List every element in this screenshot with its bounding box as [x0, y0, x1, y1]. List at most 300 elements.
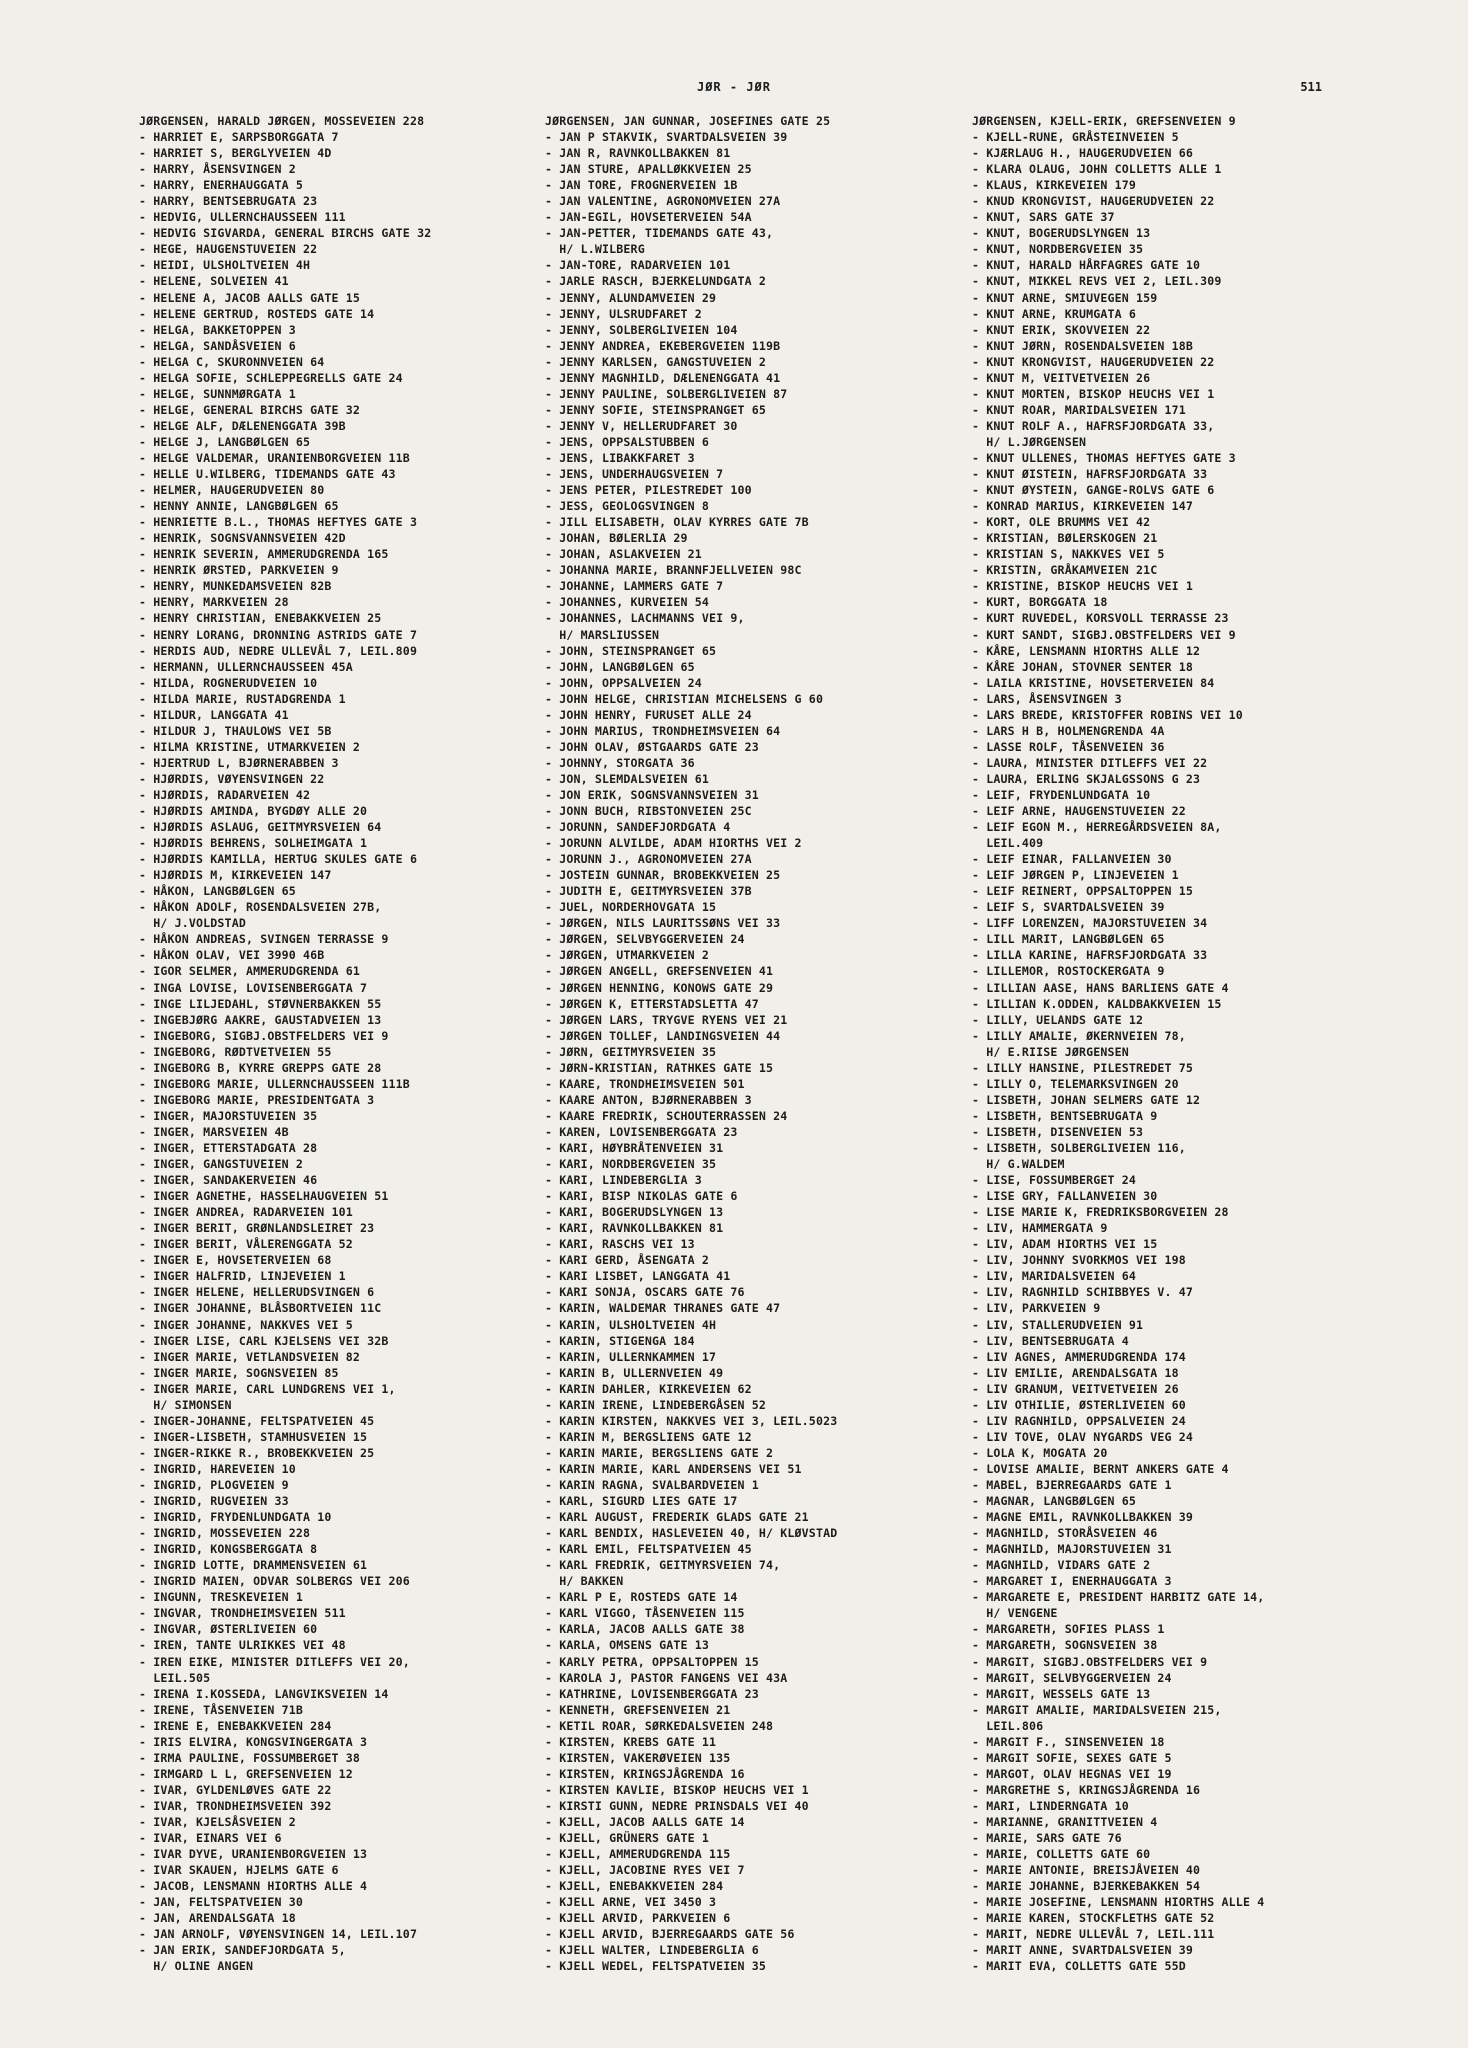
directory-entry: - INGVAR, TRONDHEIMSVEIEN 511 — [139, 1606, 346, 1621]
directory-entry: - LILLEMOR, ROSTOCKERGATA 9 — [972, 964, 1165, 979]
directory-entry: - JENNY PAULINE, SOLBERGLIVEIEN 87 — [545, 386, 788, 401]
directory-entry: - LILLY AMALIE, ØKERNVEIEN 78, — [972, 1028, 1186, 1043]
directory-entry: - HELENE GERTRUD, ROSTEDS GATE 14 — [139, 306, 375, 321]
directory-entry: - INGER, GANGSTUVEIEN 2 — [139, 1157, 303, 1172]
directory-entry: - LIV, PARKVEIEN 9 — [972, 1301, 1101, 1316]
directory-entry: - INGE LILJEDAHL, STØVNERBAKKEN 55 — [139, 996, 382, 1011]
directory-entry: - JØRGEN TOLLEF, LANDINGSVEIEN 44 — [545, 1028, 781, 1043]
directory-entry: - KRISTIAN S, NAKKVES VEI 5 — [972, 547, 1165, 562]
directory-entry: - JOHNNY, STORGATA 36 — [545, 755, 695, 770]
directory-entry: - KARIN MARIE, BERGSLIENS GATE 2 — [545, 1445, 774, 1460]
directory-entry: - JUEL, NORDERHOVGATA 15 — [545, 900, 717, 915]
directory-entry: - JORUNN J., AGRONOMVEIEN 27A — [545, 852, 752, 867]
directory-entry: - LISBETH, BENTSEBRUGATA 9 — [972, 1108, 1158, 1123]
directory-entry: - MARIT, NEDRE ULLEVÅL 7, LEIL.111 — [972, 1927, 1215, 1942]
directory-entry: - INGER MARIE, VETLANDSVEIEN 82 — [139, 1349, 361, 1364]
directory-entry: - HÅKON OLAV, VEI 3990 46B — [139, 948, 325, 963]
directory-entry: - KARLA, OMSENS GATE 13 — [545, 1638, 709, 1653]
directory-entry: - LIV OTHILIE, ØSTERLIVEIEN 60 — [972, 1397, 1186, 1412]
directory-entry: - JAN-PETTER, TIDEMANDS GATE 43, — [545, 226, 774, 241]
directory-entry: - JON, SLEMDALSVEIEN 61 — [545, 771, 709, 786]
directory-entry: - JAN ERIK, SANDEFJORDGATA 5, — [139, 1943, 346, 1958]
directory-entry: - KÅRE JOHAN, STOVNER SENTER 18 — [972, 659, 1194, 674]
directory-entry: - JAN R, RAVNKOLLBAKKEN 81 — [545, 146, 731, 161]
directory-entry: - KJELL, AMMERUDGRENDA 115 — [545, 1847, 731, 1862]
directory-entry: - KURT, BORGGATA 18 — [972, 595, 1108, 610]
directory-entry: - HERMANN, ULLERNCHAUSSEEN 45A — [139, 659, 353, 674]
directory-entry: - HJERTRUD L, BJØRNERABBEN 3 — [139, 755, 339, 770]
directory-entry: - INGER AGNETHE, HASSELHAUGVEIEN 51 — [139, 1189, 389, 1204]
directory-entry: - KNUT, HARALD HÅRFAGRES GATE 10 — [972, 258, 1201, 273]
directory-entry: - INGER, ETTERSTADGATA 28 — [139, 1141, 318, 1155]
directory-entry: H/ VENGENE — [972, 1606, 1058, 1621]
directory-entry: - MARIE JOHANNE, BJERKEBAKKEN 54 — [972, 1879, 1201, 1894]
directory-entry: - KARIN KIRSTEN, NAKKVES VEI 3, LEIL.5023 — [545, 1413, 838, 1428]
directory-entry: - IVAR, TRONDHEIMSVEIEN 392 — [139, 1798, 332, 1813]
directory-entry: - HJØRDIS AMINDA, BYGDØY ALLE 20 — [139, 804, 368, 819]
directory-entry: - JENNY, ALUNDAMVEIEN 29 — [545, 290, 717, 305]
directory-entry: - JENS, UNDERHAUGSVEIEN 7 — [545, 467, 724, 482]
directory-entry: - MARGIT, WESSELS GATE 13 — [972, 1686, 1151, 1701]
directory-entry: - IRENE E, ENEBAKKVEIEN 284 — [139, 1718, 332, 1733]
directory-entry: - LIV, ADAM HIORTHS VEI 15 — [972, 1237, 1158, 1252]
directory-entry: - JENNY SOFIE, STEINSPRANGET 65 — [545, 402, 767, 417]
directory-entry: - INGRID, KONGSBERGGATA 8 — [139, 1542, 318, 1557]
directory-entry: - HJØRDIS, VØYENSVINGEN 22 — [139, 771, 325, 786]
directory-entry: - KIRSTEN, VAKERØVEIEN 135 — [545, 1750, 731, 1765]
directory-entry: - HENRY CHRISTIAN, ENEBAKKVEIEN 25 — [139, 611, 382, 626]
directory-entry: - KNUT ØYSTEIN, GANGE-ROLVS GATE 6 — [972, 483, 1215, 498]
directory-entry: - LIV EMILIE, ARENDALSGATA 18 — [972, 1365, 1179, 1380]
directory-entry: - MAGNE EMIL, RAVNKOLLBAKKEN 39 — [972, 1510, 1194, 1525]
directory-entry: - HENRIK, SOGNSVANNSVEIEN 42D — [139, 531, 346, 546]
directory-entry: - INGUNN, TRESKEVEIEN 1 — [139, 1590, 303, 1605]
directory-entry: - JORUNN ALVILDE, ADAM HIORTHS VEI 2 — [545, 836, 802, 851]
directory-entry: - KIRSTEN KAVLIE, BISKOP HEUCHS VEI 1 — [545, 1782, 809, 1797]
directory-entry: - JØRN, GEITMYRSVEIEN 35 — [545, 1044, 717, 1059]
directory-entry: - KIRSTEN, KREBS GATE 11 — [545, 1734, 717, 1749]
directory-entry: - INGEBORG MARIE, ULLERNCHAUSSEEN 111B — [139, 1076, 410, 1091]
directory-entry: - LARS, ÅSENSVINGEN 3 — [972, 691, 1122, 706]
directory-entry: - KLARA OLAUG, JOHN COLLETTS ALLE 1 — [972, 162, 1222, 177]
directory-entry: - KNUT ØISTEIN, HAFRSFJORDGATA 33 — [972, 467, 1208, 482]
directory-entry: - KARL AUGUST, FREDERIK GLADS GATE 21 — [545, 1510, 809, 1525]
directory-entry: - HELGA C, SKURONNVEIEN 64 — [139, 354, 325, 369]
directory-entry: - JENNY, SOLBERGLIVEIEN 104 — [545, 322, 738, 337]
directory-entry: - KJELL-RUNE, GRÅSTEINVEIEN 5 — [972, 130, 1179, 145]
directory-entry: - JOHANNES, KURVEIEN 54 — [545, 595, 709, 610]
directory-column-1 — [139, 113, 539, 1974]
directory-entry: - KNUT MORTEN, BISKOP HEUCHS VEI 1 — [972, 386, 1215, 401]
directory-entry: H/ L.JØRGENSEN — [972, 434, 1087, 449]
directory-entry: - KARL, SIGURD LIES GATE 17 — [545, 1494, 738, 1509]
directory-entry: - LOVISE AMALIE, BERNT ANKERS GATE 4 — [972, 1461, 1229, 1476]
directory-entry: - MARIE JOSEFINE, LENSMANN HIORTHS ALLE 4 — [972, 1895, 1265, 1910]
directory-entry: - HENRY LORANG, DRONNING ASTRIDS GATE 7 — [139, 627, 418, 642]
directory-entry: - KJELL ARNE, VEI 3450 3 — [545, 1895, 717, 1910]
directory-entry: - JOHAN, BØLERLIA 29 — [545, 531, 688, 546]
directory-entry: - JACOB, LENSMANN HIORTHS ALLE 4 — [139, 1879, 368, 1894]
directory-entry: - HENNY ANNIE, LANGBØLGEN 65 — [139, 499, 339, 514]
directory-entry: - JENNY, ULSRUDFARET 2 — [545, 306, 702, 321]
directory-entry: - INGER-JOHANNE, FELTSPATVEIEN 45 — [139, 1413, 375, 1428]
directory-entry: - KNUT ARNE, SMIUVEGEN 159 — [972, 290, 1158, 305]
directory-entry: - KJELL, ENEBAKKVEIEN 284 — [545, 1879, 724, 1894]
directory-entry: - MARGIT, SELVBYGGERVEIEN 24 — [972, 1670, 1172, 1685]
directory-entry: - LIV TOVE, OLAV NYGARDS VEG 24 — [972, 1429, 1194, 1444]
directory-entry: - LEIF ARNE, HAUGENSTUVEIEN 22 — [972, 804, 1186, 819]
directory-entry: - JOHAN, ASLAKVEIEN 21 — [545, 547, 702, 562]
directory-entry: - KNUT, SARS GATE 37 — [972, 210, 1115, 225]
directory-entry: - HELGE, SUNNMØRGATA 1 — [139, 386, 296, 401]
directory-entry: - KNUT ROAR, MARIDALSVEIEN 171 — [972, 402, 1186, 417]
directory-entry: H/ J.VOLDSTAD — [139, 916, 246, 931]
directory-entry: - INGER JOHANNE, NAKKVES VEI 5 — [139, 1317, 353, 1332]
directory-entry: - KAROLA J, PASTOR FANGENS VEI 43A — [545, 1670, 788, 1685]
directory-entry: - KNUT KRONGVIST, HAUGERUDVEIEN 22 — [972, 354, 1215, 369]
directory-entry: - JOHN, OPPSALVEIEN 24 — [545, 675, 702, 690]
directory-entry: - KJELL WALTER, LINDEBERGLIA 6 — [545, 1943, 759, 1958]
directory-entry: - LISBETH, JOHAN SELMERS GATE 12 — [972, 1092, 1201, 1107]
directory-entry: - MAGNHILD, STORÅSVEIEN 46 — [972, 1526, 1158, 1541]
directory-entry: - INGRID LOTTE, DRAMMENSVEIEN 61 — [139, 1558, 368, 1573]
directory-entry: - INGER MARIE, SOGNSVEIEN 85 — [139, 1365, 339, 1380]
directory-entry: - HÅKON ADOLF, ROSENDALSVEIEN 27B, — [139, 900, 382, 915]
directory-entry: - KARIN DAHLER, KIRKEVEIEN 62 — [545, 1381, 752, 1396]
directory-entry: - HEDVIG, ULLERNCHAUSSEEN 111 — [139, 210, 346, 225]
directory-entry: - INGER E, HOVSETERVEIEN 68 — [139, 1253, 332, 1268]
directory-entry: - JAN-EGIL, HOVSETERVEIEN 54A — [545, 210, 752, 225]
directory-entry: - LILLA KARINE, HAFRSFJORDGATA 33 — [972, 948, 1208, 963]
directory-entry: - KRISTIN, GRÅKAMVEIEN 21C — [972, 563, 1158, 578]
directory-entry: - LIV RAGNHILD, OPPSALVEIEN 24 — [972, 1413, 1186, 1428]
directory-entry: H/ G.WALDEM — [972, 1157, 1065, 1172]
directory-entry: - JAN, FELTSPATVEIEN 30 — [139, 1895, 303, 1910]
directory-entry: - JENNY KARLSEN, GANGSTUVEIEN 2 — [545, 354, 767, 369]
directory-entry: - MARGIT, SIGBJ.OBSTFELDERS VEI 9 — [972, 1654, 1208, 1669]
directory-entry: - JAN VALENTINE, AGRONOMVEIEN 27A — [545, 194, 781, 209]
directory-entry: - KARI SONJA, OSCARS GATE 76 — [545, 1285, 745, 1300]
directory-entry: - INGER BERIT, VÅLERENGGATA 52 — [139, 1237, 353, 1252]
directory-entry: - INGER MARIE, CARL LUNDGRENS VEI 1, — [139, 1381, 396, 1396]
directory-entry: - KAARE FREDRIK, SCHOUTERRASSEN 24 — [545, 1108, 788, 1123]
directory-entry: - INGER LISE, CARL KJELSENS VEI 32B — [139, 1333, 389, 1348]
directory-entry: - KNUT, MIKKEL REVS VEI 2, LEIL.309 — [972, 274, 1222, 289]
directory-entry: - JAN, ARENDALSGATA 18 — [139, 1911, 296, 1926]
directory-entry: JØRGENSEN, HARALD JØRGEN, MOSSEVEIEN 228 — [139, 114, 425, 128]
directory-entry: - LILLY, UELANDS GATE 12 — [972, 1012, 1144, 1027]
directory-entry: - HELLE U.WILBERG, TIDEMANDS GATE 43 — [139, 467, 396, 482]
directory-entry: - IRMGARD L L, GREFSENVEIEN 12 — [139, 1766, 353, 1781]
directory-entry: LEIL.806 — [972, 1718, 1044, 1733]
directory-entry: - HARRY, ÅSENSVINGEN 2 — [139, 162, 296, 177]
directory-entry: - JUDITH E, GEITMYRSVEIEN 37B — [545, 884, 752, 899]
directory-entry: - IREN, TANTE ULRIKKES VEI 48 — [139, 1638, 346, 1653]
directory-entry: - JOHN MARIUS, TRONDHEIMSVEIEN 64 — [545, 723, 781, 738]
directory-entry: - LEIF JØRGEN P, LINJEVEIEN 1 — [972, 868, 1179, 883]
directory-entry: - MARIT EVA, COLLETTS GATE 55D — [972, 1959, 1186, 1974]
directory-entry: JØRGENSEN, JAN GUNNAR, JOSEFINES GATE 25 — [545, 114, 831, 128]
directory-entry: - LISE, FOSSUMBERGET 24 — [972, 1173, 1136, 1188]
directory-entry: - INGEBORG B, KYRRE GREPPS GATE 28 — [139, 1060, 382, 1075]
directory-entry: - KARIN, ULLERNKAMMEN 17 — [545, 1349, 717, 1364]
directory-entry: - HILDA, ROGNERUDVEIEN 10 — [139, 675, 318, 690]
directory-entry: - MARIT ANNE, SVARTDALSVEIEN 39 — [972, 1943, 1194, 1958]
directory-entry: - INGRID, PLOGVEIEN 9 — [139, 1477, 289, 1492]
directory-entry: - HELGA, SANDÅSVEIEN 6 — [139, 338, 296, 353]
directory-entry: - JORUNN, SANDEFJORDGATA 4 — [545, 820, 731, 835]
directory-entry: - LIV, HAMMERGATA 9 — [972, 1221, 1108, 1236]
directory-entry: - LARS BREDE, KRISTOFFER ROBINS VEI 10 — [972, 707, 1243, 722]
directory-entry: - MARIANNE, GRANITTVEIEN 4 — [972, 1814, 1158, 1829]
directory-entry: - KARI LISBET, LANGGATA 41 — [545, 1269, 731, 1284]
directory-entry: - MARGARETE E, PRESIDENT HARBITZ GATE 14, — [972, 1590, 1265, 1605]
directory-entry: - KURT SANDT, SIGBJ.OBSTFELDERS VEI 9 — [972, 627, 1236, 642]
directory-entry: - KNUT ROLF A., HAFRSFJORDGATA 33, — [972, 418, 1215, 433]
directory-entry: - INGER HELENE, HELLERUDSVINGEN 6 — [139, 1285, 375, 1300]
directory-entry: - HELGA SOFIE, SCHLEPPEGRELLS GATE 24 — [139, 370, 403, 385]
directory-entry: - INGER ANDREA, RADARVEIEN 101 — [139, 1205, 353, 1220]
directory-entry: - KURT RUVEDEL, KORSVOLL TERRASSE 23 — [972, 611, 1229, 626]
directory-entry: - INGER HALFRID, LINJEVEIEN 1 — [139, 1269, 346, 1284]
directory-entry: - KIRSTI GUNN, NEDRE PRINSDALS VEI 40 — [545, 1798, 809, 1813]
directory-entry: - LARS H B, HOLMENGRENDA 4A — [972, 723, 1165, 738]
directory-entry: - KIRSTEN, KRINGSJÅGRENDA 16 — [545, 1766, 745, 1781]
directory-entry: - JØRGEN LARS, TRYGVE RYENS VEI 21 — [545, 1012, 788, 1027]
directory-entry: - KARL P E, ROSTEDS GATE 14 — [545, 1590, 738, 1605]
directory-entry: - JOHANNA MARIE, BRANNFJELLVEIEN 98C — [545, 563, 802, 578]
directory-entry: - MARIE, COLLETTS GATE 60 — [972, 1847, 1151, 1862]
directory-entry: - HELGA, BAKKETOPPEN 3 — [139, 322, 296, 337]
directory-entry: H/ OLINE ANGEN — [139, 1959, 254, 1974]
directory-entry: - IGOR SELMER, AMMERUDGRENDA 61 — [139, 964, 361, 979]
directory-entry: - KARIN IRENE, LINDEBERGÅSEN 52 — [545, 1397, 767, 1412]
directory-entry: - KJELL ARVID, PARKVEIEN 6 — [545, 1911, 731, 1926]
directory-entry: - LAURA, ERLING SKJALGSSONS G 23 — [972, 771, 1201, 786]
directory-entry: - JON ERIK, SOGNSVANNSVEIEN 31 — [545, 787, 759, 802]
directory-entry: - LIV, RAGNHILD SCHIBBYES V. 47 — [972, 1285, 1194, 1300]
directory-entry: - INGRID, MOSSEVEIEN 228 — [139, 1526, 311, 1541]
directory-entry: - KARL BENDIX, HASLEVEIEN 40, H/ KLØVSTAD — [545, 1526, 838, 1541]
directory-entry: H/ BAKKEN — [545, 1574, 624, 1589]
directory-entry: - JENS PETER, PILESTREDET 100 — [545, 483, 752, 498]
directory-entry: - HJØRDIS BEHRENS, SOLHEIMGATA 1 — [139, 836, 368, 851]
directory-entry: - JØRN-KRISTIAN, RATHKES GATE 15 — [545, 1060, 774, 1075]
directory-entry: - LILLY HANSINE, PILESTREDET 75 — [972, 1060, 1194, 1075]
directory-entry: - HELGE J, LANGBØLGEN 65 — [139, 434, 311, 449]
directory-entry: - JOHN, STEINSPRANGET 65 — [545, 643, 717, 658]
directory-entry: - KARIN, ULSHOLTVEIEN 4H — [545, 1317, 717, 1332]
directory-entry: - KARI, BOGERUDSLYNGEN 13 — [545, 1205, 724, 1220]
directory-entry: - MARGIT AMALIE, MARIDALSVEIEN 215, — [972, 1702, 1222, 1717]
directory-entry: - INGRID, RUGVEIEN 33 — [139, 1494, 289, 1509]
directory-entry: - LIV, JOHNNY SVORKMOS VEI 198 — [972, 1253, 1186, 1268]
directory-entry: - KNUT ERIK, SKOVVEIEN 22 — [972, 322, 1151, 337]
directory-entry: - INGEBORG, RØDTVETVEIEN 55 — [139, 1044, 332, 1059]
directory-entry: - KRISTINE, BISKOP HEUCHS VEI 1 — [972, 579, 1194, 594]
directory-entry: LEIL.505 — [139, 1670, 211, 1685]
directory-entry: - INGER BERIT, GRØNLANDSLEIRET 23 — [139, 1221, 375, 1236]
directory-entry: - KRISTIAN, BØLERSKOGEN 21 — [972, 531, 1158, 546]
directory-entry: - KÅRE, LENSMANN HIORTHS ALLE 12 — [972, 643, 1201, 658]
directory-entry: - LEIF EINAR, FALLANVEIEN 30 — [972, 852, 1172, 867]
directory-entry: - LAURA, MINISTER DITLEFFS VEI 22 — [972, 755, 1208, 770]
directory-entry: - HILDUR J, THAULOWS VEI 5B — [139, 723, 332, 738]
directory-entry: - INGER, SANDAKERVEIEN 46 — [139, 1173, 318, 1188]
directory-entry: - KARLA, JACOB AALLS GATE 38 — [545, 1622, 745, 1637]
directory-entry: - KARIN RAGNA, SVALBARDVEIEN 1 — [545, 1477, 759, 1492]
directory-entry: - KARI, HØYBRÅTENVEIEN 31 — [545, 1141, 724, 1155]
directory-entry: - INGRID, FRYDENLUNDGATA 10 — [139, 1510, 332, 1525]
directory-entry: - MAGNHILD, MAJORSTUVEIEN 31 — [972, 1542, 1172, 1557]
directory-entry: - HEGE, HAUGENSTUVEIEN 22 — [139, 242, 318, 257]
directory-entry: - MAGNHILD, VIDARS GATE 2 — [972, 1558, 1151, 1573]
directory-entry: - KJELL, GRÜNERS GATE 1 — [545, 1831, 709, 1846]
directory-column-2 — [545, 113, 955, 1974]
directory-entry: - HELGE VALDEMAR, URANIENBORGVEIEN 11B — [139, 450, 410, 465]
directory-entry: - JOHN, LANGBØLGEN 65 — [545, 659, 695, 674]
directory-entry: - INGVAR, ØSTERLIVEIEN 60 — [139, 1622, 318, 1637]
directory-entry: - JØRGEN, NILS LAURITSSØNS VEI 33 — [545, 916, 781, 931]
directory-entry: - IRENE, TÅSENVEIEN 71B — [139, 1702, 303, 1717]
directory-entry: - HENRIETTE B.L., THOMAS HEFTYES GATE 3 — [139, 515, 418, 530]
directory-entry: - LILLIAN AASE, HANS BARLIENS GATE 4 — [972, 980, 1229, 995]
directory-entry: - LILLIAN K.ODDEN, KALDBAKKVEIEN 15 — [972, 996, 1222, 1011]
directory-entry: - HILMA KRISTINE, UTMARKVEIEN 2 — [139, 739, 361, 754]
directory-entry: - HARRIET E, SARPSBORGGATA 7 — [139, 130, 339, 145]
directory-entry: - IVAR DYVE, URANIENBORGVEIEN 13 — [139, 1847, 368, 1862]
directory-entry: - KARI, NORDBERGVEIEN 35 — [545, 1157, 717, 1172]
directory-entry: - MARGARETH, SOFIES PLASS 1 — [972, 1622, 1165, 1637]
directory-entry: - IREN EIKE, MINISTER DITLEFFS VEI 20, — [139, 1654, 410, 1669]
directory-entry: - KAARE, TRONDHEIMSVEIEN 501 — [545, 1076, 745, 1091]
directory-entry: - KARIN, STIGENGA 184 — [545, 1333, 695, 1348]
directory-entry: - LIV AGNES, AMMERUDGRENDA 174 — [972, 1349, 1186, 1364]
directory-entry: - KARLY PETRA, OPPSALTOPPEN 15 — [545, 1654, 759, 1669]
directory-entry: - JOHN OLAV, ØSTGAARDS GATE 23 — [545, 739, 759, 754]
directory-entry: - IRMA PAULINE, FOSSUMBERGET 38 — [139, 1750, 361, 1765]
directory-entry: - MARGRETHE S, KRINGSJÅGRENDA 16 — [972, 1782, 1201, 1797]
directory-entry: - JAN TORE, FROGNERVEIEN 1B — [545, 178, 738, 193]
directory-entry: H/ MARSLIUSSEN — [545, 627, 660, 642]
directory-entry: - HÅKON ANDREAS, SVINGEN TERRASSE 9 — [139, 932, 389, 947]
directory-entry: - IVAR, EINARS VEI 6 — [139, 1831, 282, 1846]
directory-entry: - HARRY, BENTSEBRUGATA 23 — [139, 194, 318, 209]
directory-entry: - MAGNAR, LANGBØLGEN 65 — [972, 1494, 1136, 1509]
directory-entry: - HENRY, MUNKEDAMSVEIEN 82B — [139, 579, 332, 594]
directory-entry: - INGER-RIKKE R., BROBEKKVEIEN 25 — [139, 1445, 375, 1460]
directory-entry: - KARI, RASCHS VEI 13 — [545, 1237, 695, 1252]
directory-entry: - HARRY, ENERHAUGGATA 5 — [139, 178, 303, 193]
directory-entry: - MARGOT, OLAV HEGNAS VEI 19 — [972, 1766, 1172, 1781]
directory-entry: - KNUD KRONGVIST, HAUGERUDVEIEN 22 — [972, 194, 1215, 209]
directory-entry: - HEDVIG SIGVARDA, GENERAL BIRCHS GATE 32 — [139, 226, 432, 241]
directory-entry: - JENS, LIBAKKFARET 3 — [545, 450, 695, 465]
directory-entry: - KNUT ULLENES, THOMAS HEFTYES GATE 3 — [972, 450, 1236, 465]
directory-entry: - KARI, LINDEBERGLIA 3 — [545, 1173, 702, 1188]
directory-entry: - INGEBORG, SIGBJ.OBSTFELDERS VEI 9 — [139, 1028, 389, 1043]
directory-entry: - LIV, STALLERUDVEIEN 91 — [972, 1317, 1144, 1332]
directory-entry: - LIV, MARIDALSVEIEN 64 — [972, 1269, 1136, 1284]
directory-entry: - IVAR, GYLDENLØVES GATE 22 — [139, 1782, 332, 1797]
directory-entry: - KJELL, JACOBINE RYES VEI 7 — [545, 1863, 745, 1878]
directory-entry: - KARIN, WALDEMAR THRANES GATE 47 — [545, 1301, 781, 1316]
directory-entry: - LIV, BENTSEBRUGATA 4 — [972, 1333, 1129, 1348]
directory-entry: - KARIN M, BERGSLIENS GATE 12 — [545, 1429, 752, 1444]
directory-entry: - KARL EMIL, FELTSPATVEIEN 45 — [545, 1542, 752, 1557]
directory-entry: - LAILA KRISTINE, HOVSETERVEIEN 84 — [972, 675, 1215, 690]
directory-entry: - HJØRDIS KAMILLA, HERTUG SKULES GATE 6 — [139, 852, 418, 867]
directory-entry: - HELENE A, JACOB AALLS GATE 15 — [139, 290, 361, 305]
directory-entry: - LEIF S, SVARTDALSVEIEN 39 — [972, 900, 1165, 915]
directory-entry: - KJELL, JACOB AALLS GATE 14 — [545, 1814, 745, 1829]
directory-entry: - JENS, OPPSALSTUBBEN 6 — [545, 434, 709, 449]
directory-entry: - MARIE ANTONIE, BREISJÅVEIEN 40 — [972, 1863, 1201, 1878]
directory-entry: - INGRID MAIEN, ODVAR SOLBERGS VEI 206 — [139, 1574, 410, 1589]
running-head: JØR - JØR — [696, 80, 772, 94]
directory-entry: - KJÆRLAUG H., HAUGERUDVEIEN 66 — [972, 146, 1194, 161]
directory-entry: - KAARE ANTON, BJØRNERABBEN 3 — [545, 1092, 752, 1107]
directory-entry: - JONN BUCH, RIBSTONVEIEN 25C — [545, 804, 752, 819]
directory-entry: - JOHN HELGE, CHRISTIAN MICHELSENS G 60 — [545, 691, 824, 706]
directory-entry: - KENNETH, GREFSENVEIEN 21 — [545, 1702, 731, 1717]
directory-entry: - KNUT ARNE, KRUMGATA 6 — [972, 306, 1136, 321]
directory-entry: - JØRGEN, SELVBYGGERVEIEN 24 — [545, 932, 745, 947]
directory-entry: - LIV GRANUM, VEITVETVEIEN 26 — [972, 1381, 1179, 1396]
directory-entry: - LISBETH, DISENVEIEN 53 — [972, 1124, 1144, 1139]
directory-entry: - MARGIT SOFIE, SEXES GATE 5 — [972, 1750, 1172, 1765]
directory-entry: - KORT, OLE BRUMMS VEI 42 — [972, 515, 1151, 530]
directory-entry: - JOHANNES, LACHMANNS VEI 9, — [545, 611, 745, 626]
directory-entry: - INGEBJØRG AAKRE, GAUSTADVEIEN 13 — [139, 1012, 382, 1027]
directory-entry: - JENNY MAGNHILD, DÆLENENGGATA 41 — [545, 370, 781, 385]
directory-entry: H/ E.RIISE JØRGENSEN — [972, 1044, 1129, 1059]
directory-entry: - KNUT JØRN, ROSENDALSVEIEN 18B — [972, 338, 1194, 353]
directory-entry: - HELGE ALF, DÆLENENGGATA 39B — [139, 418, 346, 433]
directory-entry: - JØRGEN ANGELL, GREFSENVEIEN 41 — [545, 964, 774, 979]
directory-entry: - KARI, BISP NIKOLAS GATE 6 — [545, 1189, 738, 1204]
directory-entry: - JENNY ANDREA, EKEBERGVEIEN 119B — [545, 338, 781, 353]
directory-entry: - HJØRDIS, RADARVEIEN 42 — [139, 787, 311, 802]
page-header — [0, 80, 1468, 100]
directory-entry: - INGER, MARSVEIEN 4B — [139, 1124, 289, 1139]
directory-entry: - KARL FREDRIK, GEITMYRSVEIEN 74, — [545, 1558, 781, 1573]
directory-entry: - KONRAD MARIUS, KIRKEVEIEN 147 — [972, 499, 1194, 514]
directory-entry: - MARIE, SARS GATE 76 — [972, 1831, 1122, 1846]
directory-entry: - KAREN, LOVISENBERGGATA 23 — [545, 1124, 738, 1139]
directory-entry: - JOHN HENRY, FURUSET ALLE 24 — [545, 707, 752, 722]
directory-entry: - MARI, LINDERNGATA 10 — [972, 1798, 1129, 1813]
directory-entry: - LILL MARIT, LANGBØLGEN 65 — [972, 932, 1165, 947]
directory-entry: - IVAR SKAUEN, HJELMS GATE 6 — [139, 1863, 339, 1878]
directory-entry: - HÅKON, LANGBØLGEN 65 — [139, 884, 296, 899]
directory-entry: - JØRGEN K, ETTERSTADSLETTA 47 — [545, 996, 759, 1011]
directory-entry: H/ SIMONSEN — [139, 1397, 232, 1412]
directory-entry: - JARLE RASCH, BJERKELUNDGATA 2 — [545, 274, 767, 289]
directory-entry: - HJØRDIS M, KIRKEVEIEN 147 — [139, 868, 332, 883]
directory-entry: - HARRIET S, BERGLYVEIEN 4D — [139, 146, 332, 161]
directory-entry: - LISE MARIE K, FREDRIKSBORGVEIEN 28 — [972, 1205, 1229, 1220]
directory-entry: - JØRGEN, UTMARKVEIEN 2 — [545, 948, 709, 963]
directory-entry: - KATHRINE, LOVISENBERGGATA 23 — [545, 1686, 759, 1701]
directory-entry: - KARIN MARIE, KARL ANDERSENS VEI 51 — [545, 1461, 802, 1476]
directory-entry: - HJØRDIS ASLAUG, GEITMYRSVEIEN 64 — [139, 820, 382, 835]
directory-entry: - HELGE, GENERAL BIRCHS GATE 32 — [139, 402, 361, 417]
directory-entry: - KJELL ARVID, BJERREGAARDS GATE 56 — [545, 1927, 795, 1942]
directory-entry: - KNUT M, VEITVETVEIEN 26 — [972, 370, 1151, 385]
directory-entry: - LEIF REINERT, OPPSALTOPPEN 15 — [972, 884, 1194, 899]
directory-entry: - KNUT, NORDBERGVEIEN 35 — [972, 242, 1144, 257]
